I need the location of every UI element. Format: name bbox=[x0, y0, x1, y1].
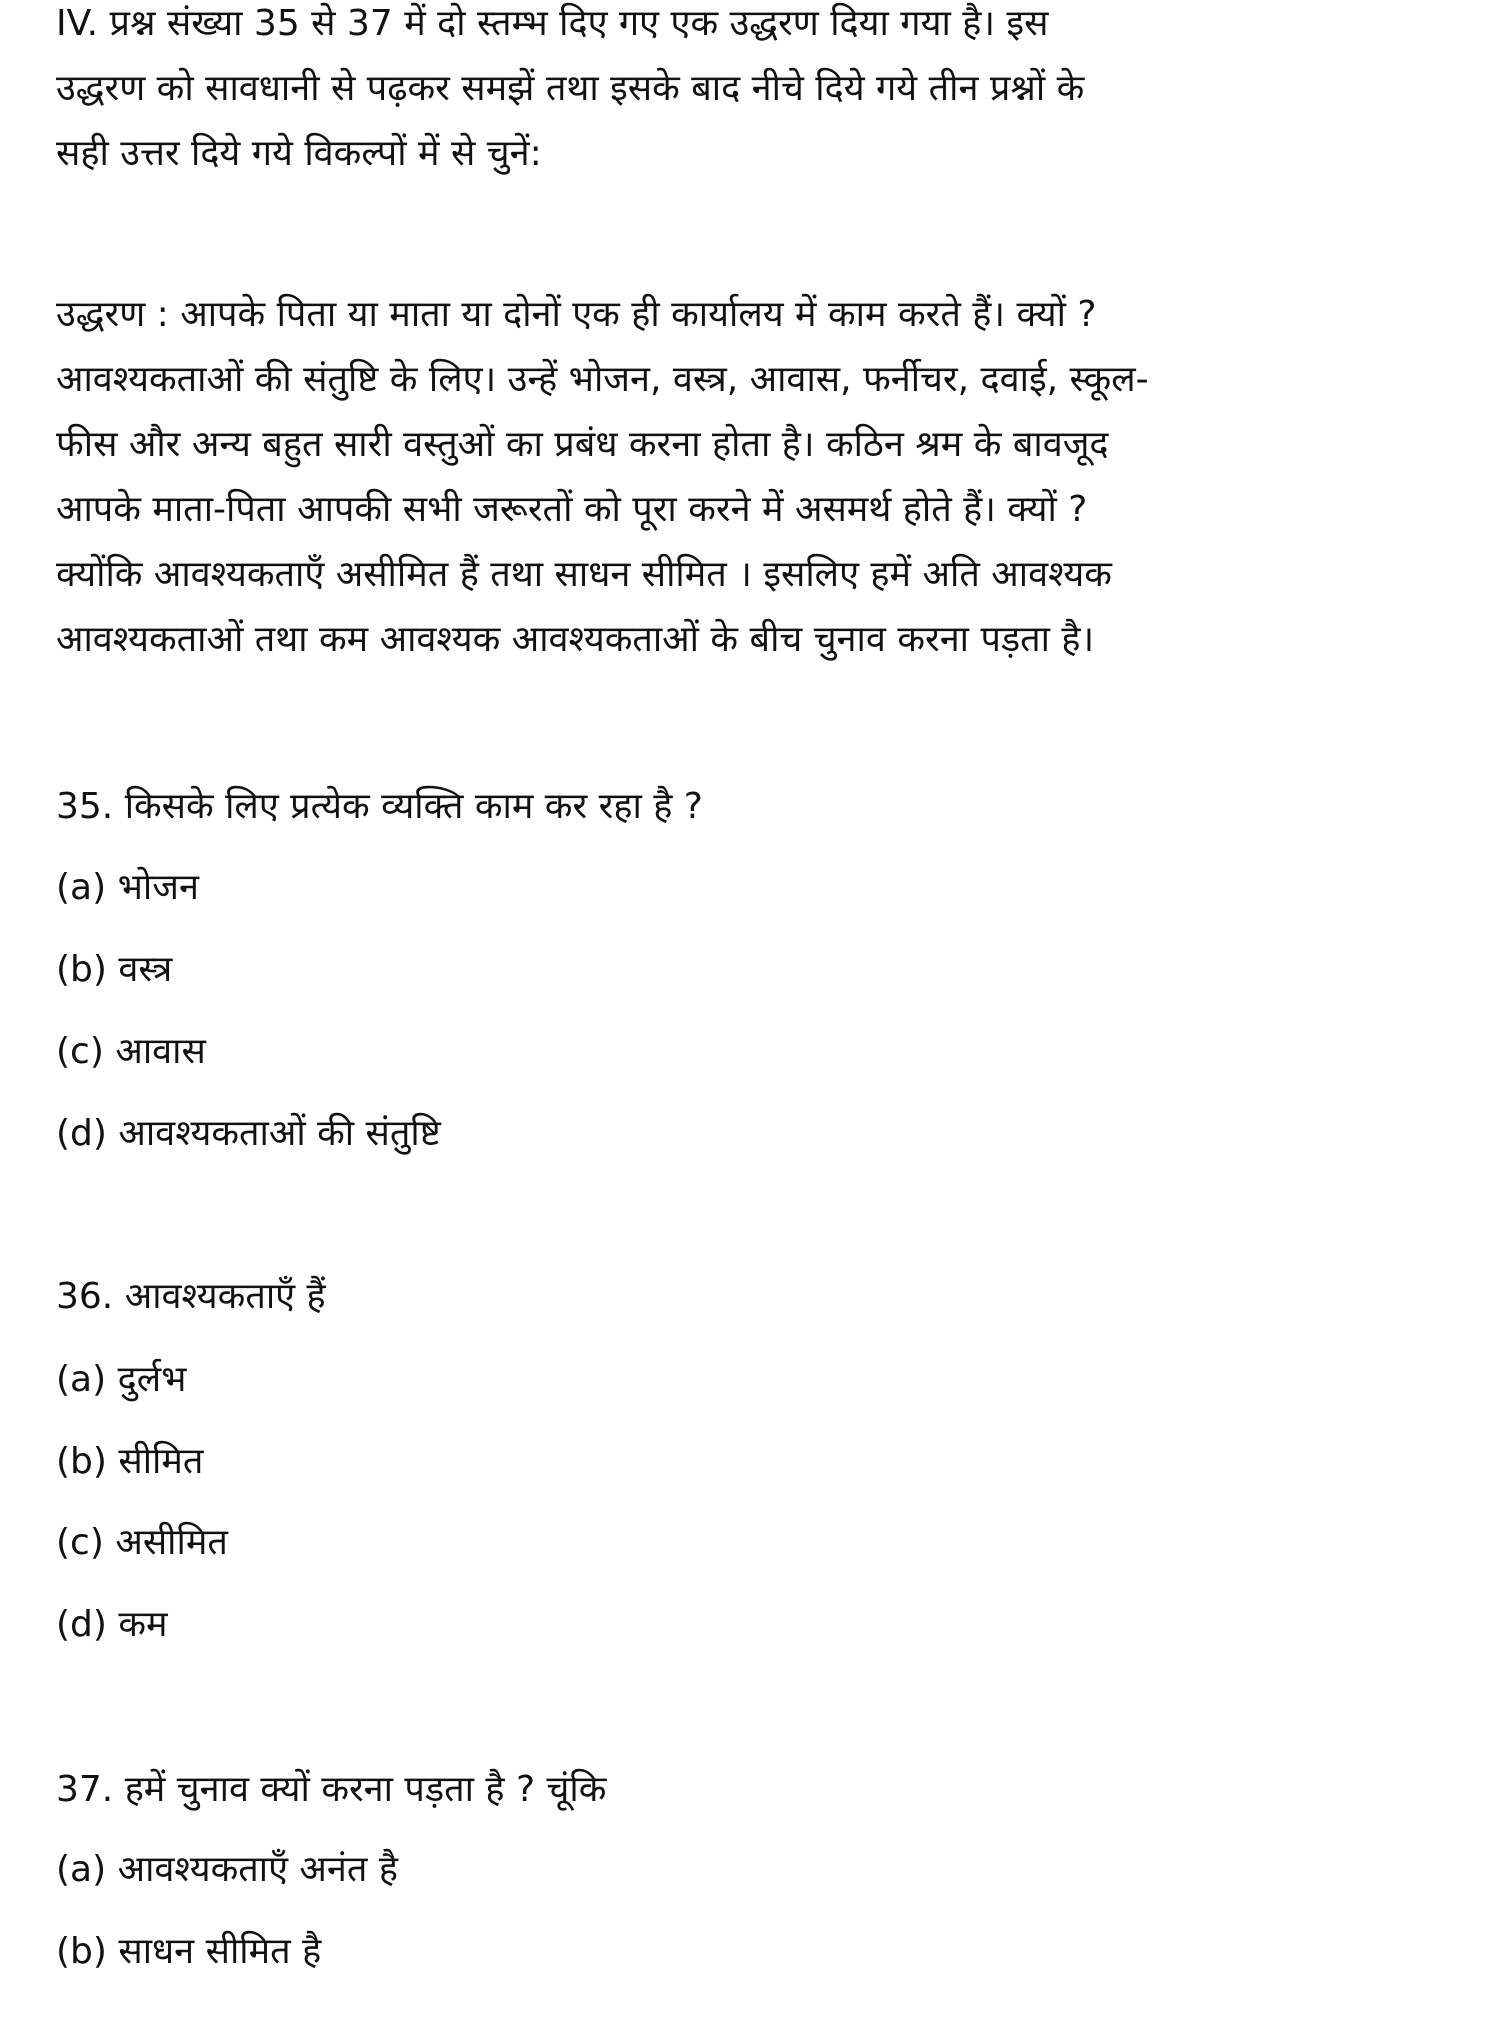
option-c: (c) आवास bbox=[56, 1031, 206, 1072]
option-a: (a) भोजन bbox=[56, 867, 199, 908]
question-text: 35. किसके लिए प्रत्येक व्यक्ति काम कर रहा है ? bbox=[56, 786, 703, 827]
instruction-line: IV. प्रश्न संख्या 35 से 37 में दो स्तम्भ दिए गए एक उद्धरण दिया गया है। इस bbox=[56, 3, 1049, 44]
option-b: (b) वस्त्र bbox=[56, 949, 173, 990]
passage-line: आपके माता-पिता आपकी सभी जरूरतों को पूरा करने में असमर्थ होते हैं। क्यों ? bbox=[56, 489, 1088, 530]
instruction-line: सही उत्तर दिये गये विकल्पों में से चुनें: bbox=[56, 133, 542, 174]
option-b: (b) सीमित bbox=[56, 1441, 204, 1482]
option-d: (d) कम bbox=[56, 1604, 168, 1645]
option-c: (c) असीमित bbox=[56, 1522, 228, 1563]
question-text: 37. हमें चुनाव क्यों करना पड़ता है ? चूंकि bbox=[56, 1769, 607, 1810]
passage-line: आवश्यकताओं की संतुष्टि के लिए। उन्हें भोजन, वस्त्र, आवास, फर्नीचर, दवाई, स्कूल- bbox=[56, 359, 1149, 400]
instruction-line: उद्धरण को सावधानी से पढ़कर समझें तथा इसके बाद नीचे दिये गये तीन प्रश्नों के bbox=[56, 68, 1085, 109]
passage-line: क्योंकि आवश्यकताएँ असीमित हैं तथा साधन सीमित । इसलिए हमें अति आवश्यक bbox=[56, 554, 1112, 595]
passage-line: फीस और अन्य बहुत सारी वस्तुओं का प्रबंध करना होता है। कठिन श्रम के बावजूद bbox=[56, 424, 1109, 465]
option-d: (d) आवश्यकताओं की संतुष्टि bbox=[56, 1113, 441, 1154]
option-b: (b) साधन सीमित है bbox=[56, 1931, 322, 1972]
passage-line: आवश्यकताओं तथा कम आवश्यक आवश्यकताओं के बीच चुनाव करना पड़ता है। bbox=[56, 619, 1095, 660]
option-a: (a) दुर्लभ bbox=[56, 1359, 187, 1400]
option-a: (a) आवश्यकताएँ अनंत है bbox=[56, 1849, 398, 1890]
question-text: 36. आवश्यकताएँ हैं bbox=[56, 1276, 326, 1317]
passage-line: उद्धरण : आपके पिता या माता या दोनों एक ही कार्यालय में काम करते हैं। क्यों ? bbox=[56, 294, 1097, 335]
